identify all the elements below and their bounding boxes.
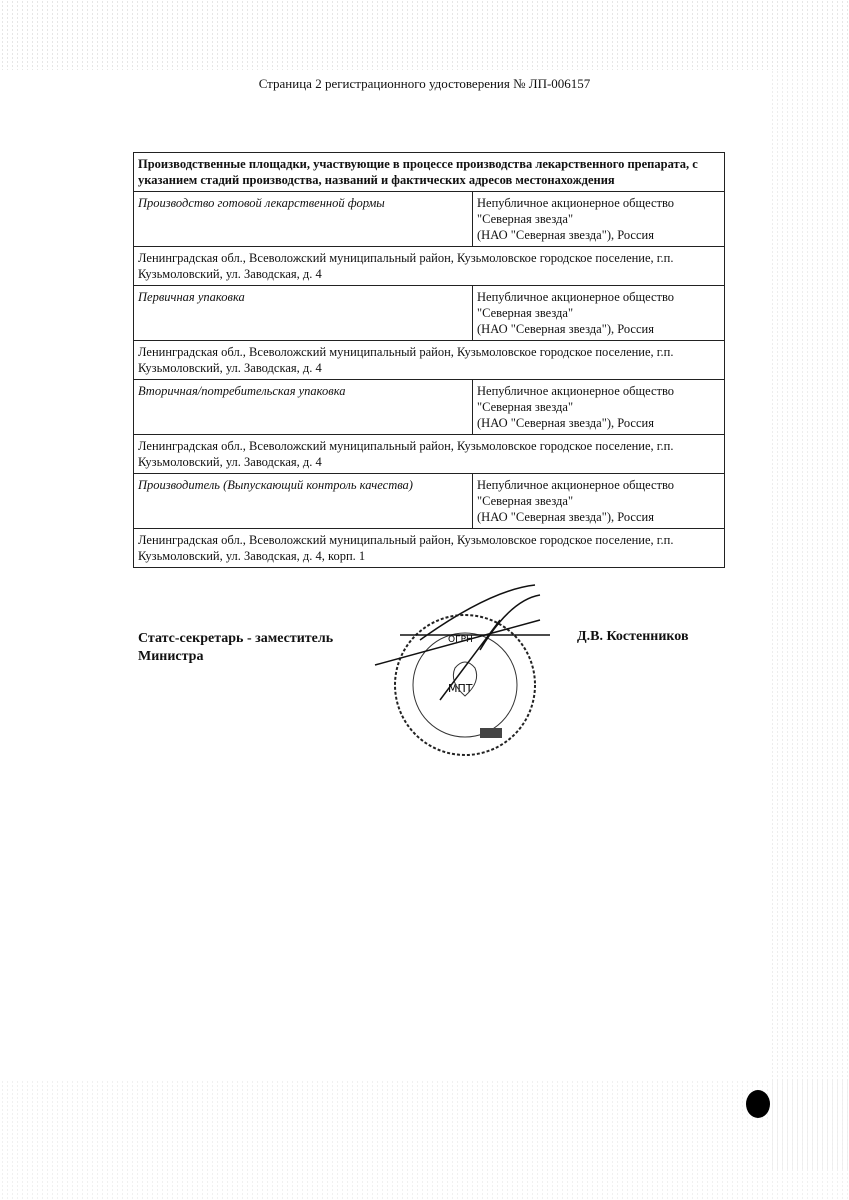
stage-row <box>134 474 725 529</box>
site-address: Ленинградская обл., Всеволожский муниципальный район, Кузьмоловское городское поселение, г.п. Кузьмоловский, ул. Заводская, д. 4 <box>134 435 725 474</box>
organization-line: (НАО "Северная звезда"), Россия <box>477 416 654 430</box>
svg-text:ОГРН: ОГРН <box>448 635 473 645</box>
organization-line: "Северная звезда" <box>477 306 574 320</box>
site-address: Ленинградская обл., Всеволожский муниципальный район, Кузьмоловское городское поселение, г.п. Кузьмоловский, ул. Заводская, д. 4 <box>134 341 725 380</box>
scan-hole-mark <box>746 1090 770 1118</box>
svg-text:МПТ: МПТ <box>448 682 473 695</box>
organization-line: (НАО "Северная звезда"), Россия <box>477 510 654 524</box>
stage-row <box>134 286 725 341</box>
organization-line: "Северная звезда" <box>477 212 574 226</box>
address-row <box>134 529 725 568</box>
scan-noise-top <box>0 0 849 70</box>
organization <box>473 380 725 435</box>
position-line-1: Статс-секретарь - заместитель <box>138 631 334 646</box>
organization-line: Непубличное акционерное общество <box>477 478 675 492</box>
position-line-2: Министра <box>138 649 204 664</box>
site-address: Ленинградская обл., Всеволожский муниципальный район, Кузьмоловское городское поселение, г.п. Кузьмоловский, ул. Заводская, д. 4 <box>134 247 725 286</box>
organization-line: Непубличное акционерное общество <box>477 196 675 210</box>
organization-line: Непубличное акционерное общество <box>477 384 675 398</box>
stage-row <box>134 380 725 435</box>
address-row <box>134 341 725 380</box>
organization-line: (НАО "Северная звезда"), Россия <box>477 322 654 336</box>
organization-line: "Северная звезда" <box>477 400 574 414</box>
production-sites-table <box>133 152 725 568</box>
organization <box>473 286 725 341</box>
organization <box>473 192 725 247</box>
scan-noise-right <box>770 70 849 1170</box>
organization-line: (НАО "Северная звезда"), Россия <box>477 228 654 242</box>
organization-line: Непубличное акционерное общество <box>477 290 675 304</box>
scan-noise-bottom <box>0 1080 849 1200</box>
site-address: Ленинградская обл., Всеволожский муниципальный район, Кузьмоловское городское поселение, г.п. Кузьмоловский, ул. Заводская, д. 4, корп. 1 <box>134 529 725 568</box>
stage-row <box>134 192 725 247</box>
organization-line: "Северная звезда" <box>477 494 574 508</box>
stage-name: Производитель (Выпускающий контроль качества) <box>134 474 473 529</box>
official-stamp-and-signature <box>340 580 580 770</box>
table-title: Производственные площадки, участвующие в процессе производства лекарственного препарата, с указанием стадий производства, названий и фактических адресов местонахождения <box>134 153 725 192</box>
address-row <box>134 247 725 286</box>
stage-name: Вторичная/потребительская упаковка <box>134 380 473 435</box>
signatory-position <box>138 630 333 666</box>
page-header: Страница 2 регистрационного удостоверения № ЛП-006157 <box>258 76 591 91</box>
signatory-name: Д.В. Костенников <box>577 629 689 644</box>
address-row <box>134 435 725 474</box>
stage-name: Первичная упаковка <box>134 286 473 341</box>
organization <box>473 474 725 529</box>
stage-name: Производство готовой лекарственной формы <box>134 192 473 247</box>
